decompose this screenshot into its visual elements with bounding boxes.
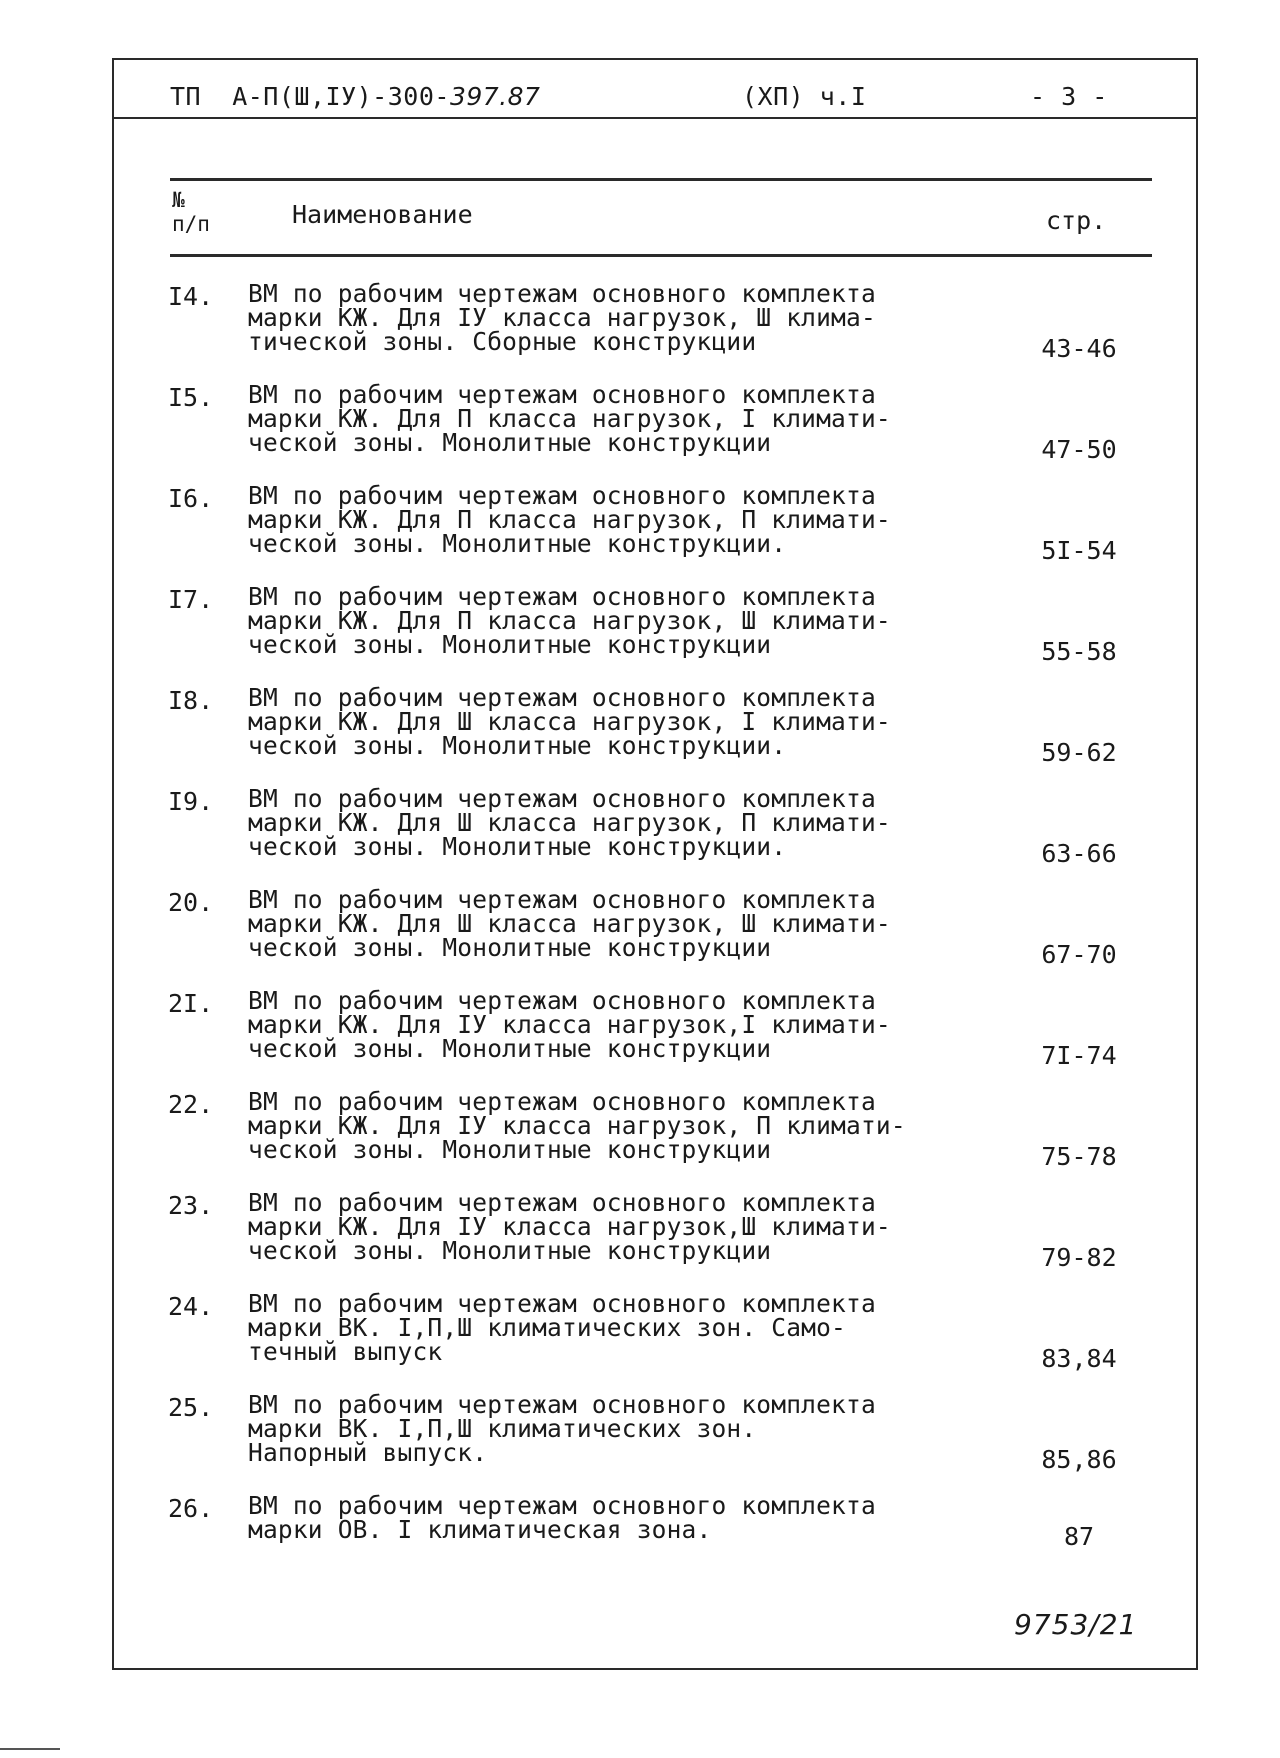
item-pages: 47-50 [1041, 435, 1117, 464]
list-item [114, 1087, 1200, 1190]
item-number: 26. [168, 1494, 214, 1523]
column-header-number [172, 188, 210, 236]
item-pages: 87 [1063, 1522, 1095, 1551]
list-item [114, 1491, 1200, 1594]
item-number: 2I. [168, 989, 214, 1018]
item-pages: 7I-74 [1041, 1041, 1117, 1070]
item-title: ВМ по рабочим чертежам основного комплекта марки ОВ. I климатическая зона. [248, 1491, 876, 1544]
list-item [114, 481, 1200, 584]
item-title: ВМ по рабочим чертежам основного комплекта марки ВК. I,П,Ш климатических зон. Само- течный выпуск [248, 1289, 876, 1366]
list-item [114, 1188, 1200, 1291]
item-pages: 83,84 [1041, 1344, 1117, 1373]
header-divider [114, 117, 1196, 119]
list-item [114, 885, 1200, 988]
sheet-registration-number: 9753/21 [1014, 1608, 1138, 1641]
list-item [114, 1390, 1200, 1493]
item-title: ВМ по рабочим чертежам основного комплекта марки КЖ. Для IУ класса нагрузок, Ш клима- тической зоны. Сборные конструкции [248, 279, 876, 356]
item-pages: 59-62 [1041, 738, 1117, 767]
document-sheet [112, 58, 1198, 1670]
list-item [114, 279, 1200, 382]
item-number: 24. [168, 1292, 214, 1321]
item-pages: 63-66 [1041, 839, 1117, 868]
item-pages: 5I-54 [1041, 536, 1117, 565]
page-number: - 3 - [1030, 82, 1108, 111]
item-number: 22. [168, 1090, 214, 1119]
list-item [114, 986, 1200, 1089]
item-number: I6. [168, 484, 214, 513]
item-title: ВМ по рабочим чертежам основного комплекта марки КЖ. Для П класса нагрузок, П климати- ческой зоны. Монолитные конструкции. [248, 481, 891, 558]
list-item [114, 683, 1200, 786]
item-number: 20. [168, 888, 214, 917]
document-code [170, 82, 540, 111]
list-item [114, 1289, 1200, 1392]
item-pages: 85,86 [1041, 1445, 1117, 1474]
crop-mark [0, 1748, 60, 1750]
item-title: ВМ по рабочим чертежам основного комплекта марки КЖ. Для Ш класса нагрузок, П климати- ческой зоны. Монолитные конструкции. [248, 784, 891, 861]
item-number: I8. [168, 686, 214, 715]
item-title: ВМ по рабочим чертежам основного комплекта марки КЖ. Для П класса нагрузок, I климати- ческой зоны. Монолитные конструкции [248, 380, 891, 457]
list-item [114, 582, 1200, 685]
item-pages: 67-70 [1041, 940, 1117, 969]
item-title: ВМ по рабочим чертежам основного комплекта марки ВК. I,П,Ш климатических зон. Напорный выпуск. [248, 1390, 876, 1467]
item-number: I4. [168, 282, 214, 311]
item-title: ВМ по рабочим чертежам основного комплекта марки КЖ. Для IУ класса нагрузок,Ш климати- ческой зоны. Монолитные конструкции [248, 1188, 891, 1265]
item-title: ВМ по рабочим чертежам основного комплекта марки КЖ. Для IУ класса нагрузок,I климати- ческой зоны. Монолитные конструкции [248, 986, 891, 1063]
item-number: 25. [168, 1393, 214, 1422]
table-header-rule [170, 254, 1152, 257]
column-header-page: стр. [1046, 206, 1107, 235]
section-label: (ХП) ч.I [742, 82, 867, 111]
item-title: ВМ по рабочим чертежам основного комплекта марки КЖ. Для Ш класса нагрузок, I климати- ческой зоны. Монолитные конструкции. [248, 683, 891, 760]
item-pages: 55-58 [1041, 637, 1117, 666]
column-header-name: Наименование [292, 200, 473, 229]
document-code-handwritten: 397.87 [449, 82, 541, 111]
item-number: I9. [168, 787, 214, 816]
item-pages: 79-82 [1041, 1243, 1117, 1272]
item-title: ВМ по рабочим чертежам основного комплекта марки КЖ. Для Ш класса нагрузок, Ш климати- ческой зоны. Монолитные конструкции [248, 885, 891, 962]
document-code-printed: ТП А-П(Ш,IУ)-300- [170, 82, 450, 111]
item-pages: 75-78 [1041, 1142, 1117, 1171]
item-number: 23. [168, 1191, 214, 1220]
item-number: I5. [168, 383, 214, 412]
item-title: ВМ по рабочим чертежам основного комплекта марки КЖ. Для П класса нагрузок, Ш климати- ческой зоны. Монолитные конструкции [248, 582, 891, 659]
list-item [114, 784, 1200, 887]
item-title: ВМ по рабочим чертежам основного комплекта марки КЖ. Для IУ класса нагрузок, П климати- ческой зоны. Монолитные конструкции [248, 1087, 906, 1164]
item-pages: 43-46 [1041, 334, 1117, 363]
item-number: I7. [168, 585, 214, 614]
list-item [114, 380, 1200, 483]
column-header-number-text: № п/п [172, 188, 210, 236]
table-top-rule [170, 178, 1152, 181]
